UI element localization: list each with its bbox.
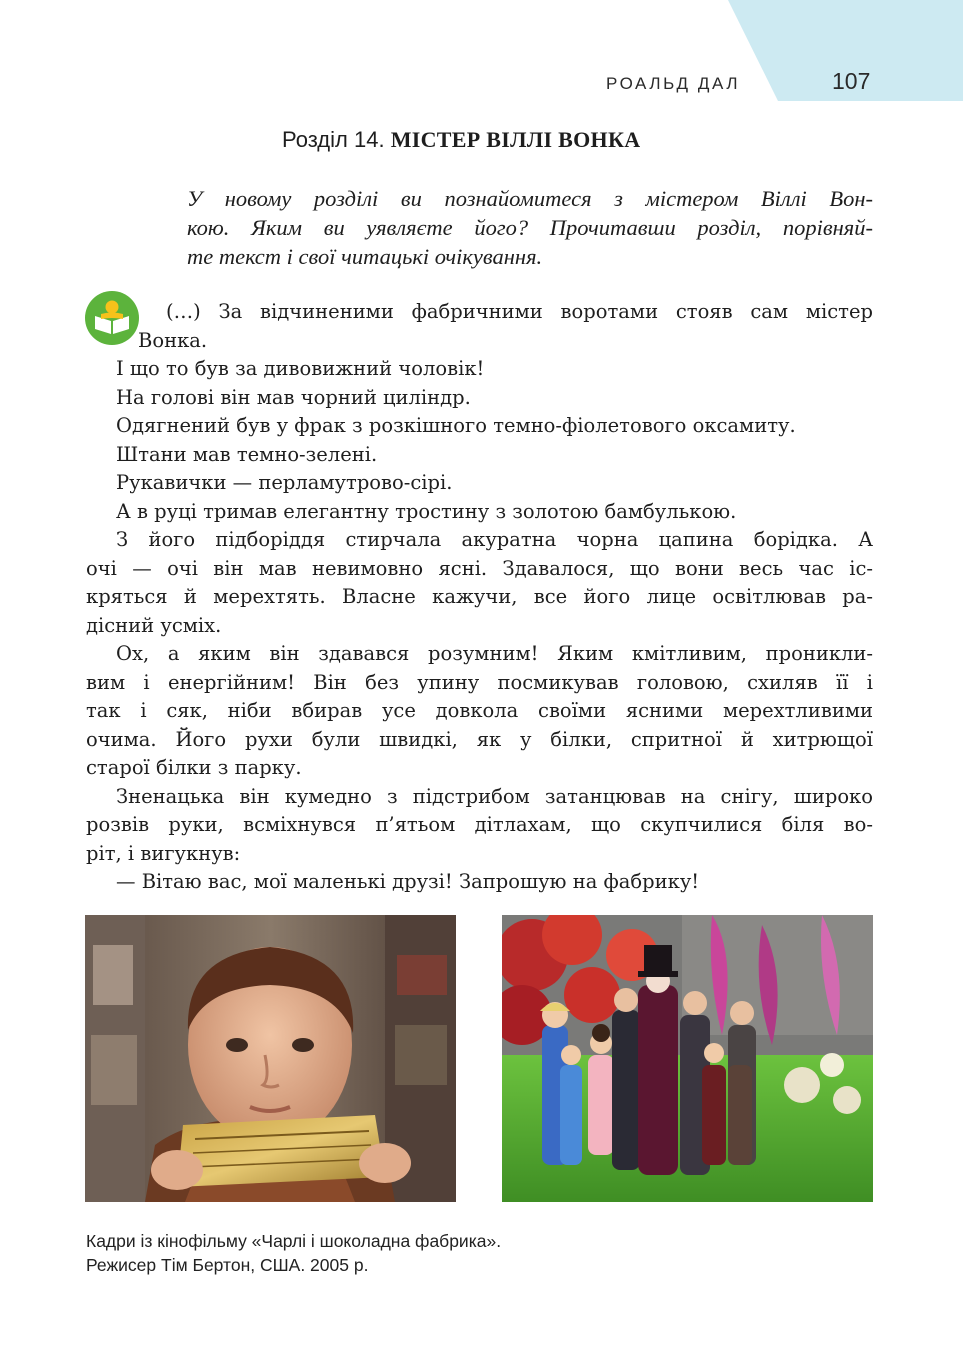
chapter-name: МІСТЕР ВІЛЛІ ВОНКА: [390, 127, 641, 152]
text-line: дісний усміх.: [86, 613, 222, 637]
chapter-title: [282, 127, 640, 153]
chapter-body-text: [86, 298, 873, 897]
chapter-intro: [187, 184, 873, 271]
text-line: старої білки з парку.: [86, 756, 302, 779]
film-still-boy-with-golden-ticket: [85, 915, 456, 1202]
text-line: А в руці тримав елегантну тростину з золотою бамбулькою.: [116, 499, 737, 523]
text-line: — Вітаю вас, мої маленькі друзі! Запрошую на фабрику!: [116, 870, 700, 893]
text-line: Одягнений був у фрак з розкішного темно-фіолетового оксамиту.: [116, 414, 796, 437]
text-line: розвів руки, всміхнувся п’ятьом дітлахам, що скупчилися біля во-: [86, 813, 873, 836]
text-line: вим і енергійним! Він без упину посмикував головою, схиляв її і: [86, 670, 873, 694]
text-line: кряться й мерехтять. Власне кажучи, все його лице освітлював ра-: [86, 585, 873, 608]
page-corner-tab: [0, 0, 963, 110]
text-line: І що то був за дивовижний чоловік!: [116, 357, 485, 380]
intro-line: те текст і свої читацькі очікування.: [187, 244, 543, 269]
text-line: (…) За відчиненими фабричними воротами стояв сам містер: [166, 300, 873, 323]
text-line: Ох, а яким він здавався розумним! Яким кмітливим, проникли-: [116, 642, 873, 665]
page-number: 107: [832, 68, 871, 94]
text-line: На голові він мав чорний циліндр.: [116, 385, 471, 409]
text-line: Штани мав темно-зелені.: [116, 442, 378, 466]
caption-line-2: Режисер Тім Бертон, США. 2005 р.: [86, 1255, 369, 1275]
text-line: Рукавички — перламутрово-сірі.: [116, 471, 453, 494]
film-still-chocolate-room-group: [502, 915, 873, 1202]
text-line: очі — очі він мав невимовно ясні. Здавалося, що вони весь час іс-: [86, 556, 873, 580]
chapter-prefix: Розділ 14.: [282, 127, 385, 152]
intro-line: У новому розділі ви познайомитеся з містером Віллі Вон-: [187, 186, 873, 211]
text-line: Зненацька він кумедно з підстрибом затанцював на снігу, широко: [116, 784, 873, 808]
text-line: З його підборіддя стирчала акуратна чорна цапина борідка. А: [116, 528, 873, 551]
text-line: очима. Його рухи були швидкі, як у білки, спритної й хитрющої: [86, 727, 873, 751]
text-line: Вонка.: [138, 328, 208, 352]
caption-line-1: Кадри із кінофільму «Чарлі і шоколадна фабрика».: [86, 1231, 502, 1251]
photo-caption: [86, 1229, 501, 1277]
text-line: так і сяк, ніби вбирав усе довкола своїми ясними мерехтливими: [86, 699, 873, 722]
intro-line: кою. Яким ви уявляєте його? Прочитавши розділ, порівняй-: [187, 215, 873, 240]
running-head-author: РОАЛЬД ДАЛ: [606, 74, 741, 93]
text-line: ріт, і вигукнув:: [86, 841, 241, 865]
